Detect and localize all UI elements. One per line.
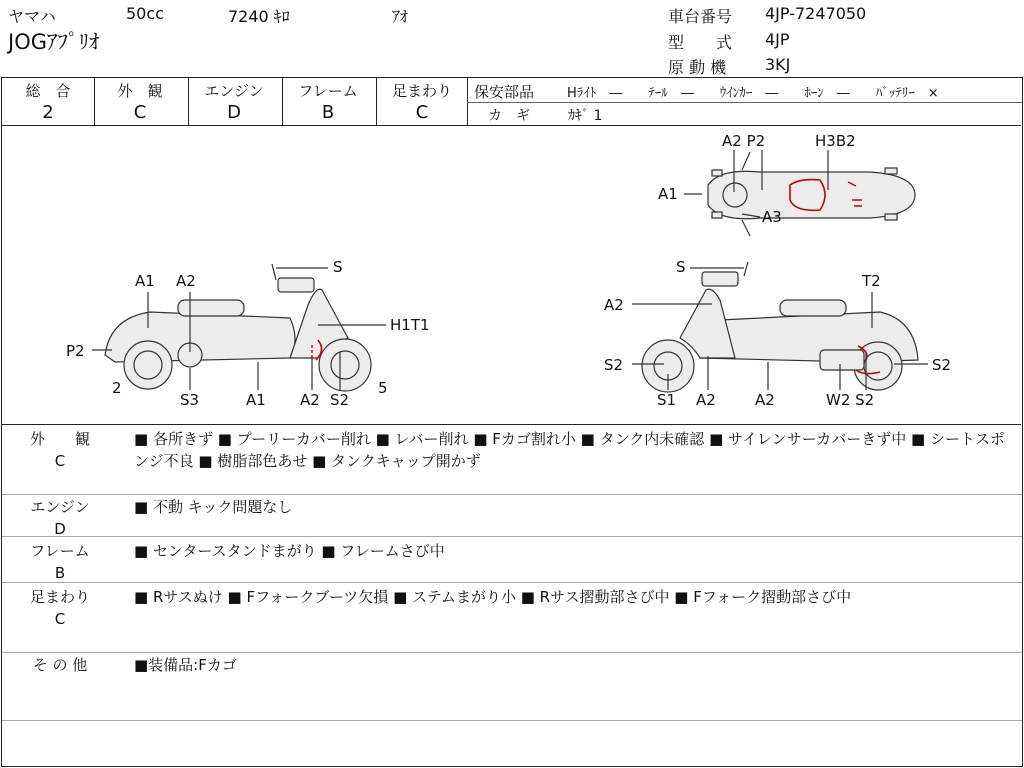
left-label-2: 2	[112, 379, 122, 397]
section-label-suspension: 足まわり C	[29, 588, 90, 628]
left-label-5: 5	[378, 379, 388, 397]
section-text-other: ■装備品:Fカゴ	[134, 656, 237, 674]
section-label-frame: フレーム B	[30, 542, 90, 582]
top-label-a2p2: A2 P2	[722, 132, 766, 150]
right-label-t2: T2	[862, 272, 881, 290]
maker: ヤマハ	[8, 7, 56, 26]
left-label-p2: P2	[66, 342, 85, 360]
left-label-s2: S2	[330, 391, 350, 409]
type-label: 型 式	[668, 33, 733, 52]
safety-items: Hﾗｲﾄ ― ﾃｰﾙ ― ｳｲﾝｶｰ ― ﾎｰﾝ ― ﾊﾞｯﾃﾘｰ ×	[567, 86, 939, 101]
grade-value-engine: D	[227, 102, 241, 123]
right-label-s2-left: S2	[604, 356, 624, 374]
grade-value-frame: B	[321, 102, 335, 123]
left-label-a2: A2	[176, 272, 196, 290]
engine-value: 3KJ	[765, 55, 791, 74]
left-label-a1: A1	[135, 272, 155, 290]
top-view-scooter	[708, 152, 915, 236]
section-text-frame: ■ センタースタンドまがり ■ フレームさび中	[134, 542, 445, 560]
top-label-a3: A3	[762, 208, 782, 226]
displacement: 50cc	[126, 4, 164, 23]
left-label-a1-bottom: A1	[246, 391, 266, 409]
key-value: ｶｷﾞ 1	[568, 108, 603, 124]
grade-label-frame: フレーム	[298, 82, 358, 100]
section-text-engine: ■ 不動 キック問題なし	[134, 498, 293, 516]
engine-label: 原 動 機	[668, 58, 727, 77]
color: ｱｵ	[392, 7, 409, 26]
type-value: 4JP	[765, 30, 790, 49]
key-label: カ ギ	[488, 108, 530, 124]
top-label-a1: A1	[658, 185, 678, 203]
safety-label: 保安部品	[474, 83, 535, 101]
section-label-exterior: 外 観 C	[29, 430, 90, 470]
section-label-engine: エンジン D	[30, 498, 90, 538]
right-label-a2-bottom-2: A2	[755, 391, 775, 409]
model-name: JOGｱﾌﾟﾘｵ	[8, 30, 100, 54]
top-label-h3b2: H3B2	[815, 132, 856, 150]
right-label-s: S	[676, 258, 686, 276]
right-label-w2s2: W2 S2	[826, 391, 875, 409]
left-label-a2-bottom: A2	[300, 391, 320, 409]
grade-value-exterior: C	[133, 102, 147, 123]
grade-label-overall: 総 合	[25, 82, 71, 100]
grade-label-suspension: 足まわり	[391, 82, 452, 100]
mileage: 7240 ｷﾛ	[228, 7, 290, 26]
section-label-other: そ の 他	[32, 656, 88, 674]
frame-no-label: 車台番号	[668, 7, 733, 26]
grade-label-engine: エンジン	[204, 82, 264, 100]
grade-label-exterior: 外 観	[117, 82, 163, 100]
right-label-a2-bottom-1: A2	[696, 391, 716, 409]
right-label-s2-right: S2	[932, 356, 952, 374]
section-text-suspension: ■ Rサスぬけ ■ Fフォークブーツ欠損 ■ ステムまがり小 ■ Rサス摺動部さび中 ■ Fフォーク摺動部さび中	[134, 588, 852, 606]
right-label-s1: S1	[657, 391, 677, 409]
grade-value-overall: 2	[42, 102, 54, 123]
frame-no: 4JP-7247050	[765, 4, 867, 23]
grade-value-suspension: C	[415, 102, 429, 123]
left-label-s: S	[333, 258, 343, 276]
section-text-exterior: ■ 各所きず ■ プーリーカバー削れ ■ レバー削れ ■ Fカゴ割れ小 ■ タンク内未確認 ■ サイレンサーカバーきず中 ■ シートスポンジ不良 ■ 樹脂部色あせ ■ タンクキャップ開かず	[134, 430, 1005, 470]
left-label-s3: S3	[180, 391, 200, 409]
right-label-a2: A2	[604, 296, 624, 314]
left-label-h1t1: H1T1	[390, 316, 430, 334]
